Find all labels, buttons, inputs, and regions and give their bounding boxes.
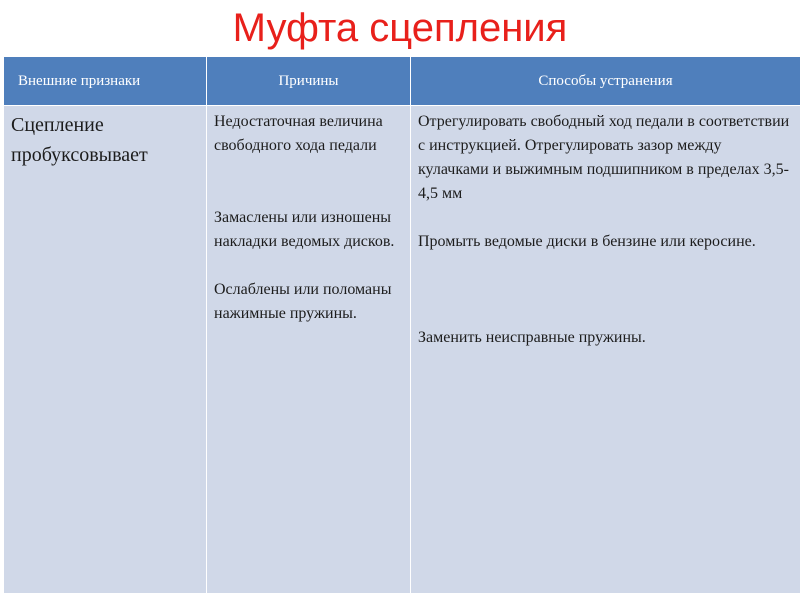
table-row xyxy=(4,106,800,594)
clutch-table xyxy=(3,56,800,594)
cause-1: Недостаточная величина свободного хода педали xyxy=(214,113,383,154)
header-row xyxy=(4,57,800,106)
cause-spacer-2 xyxy=(214,254,404,278)
fix-1: Отрегулировать свободный ход педали в соответствии с инструкцией. Отрегулировать зазор между кулачками и выжимным подшипником в пределах 3,5-4,5 мм xyxy=(418,113,790,202)
cause-3: Ослаблены или поломаны нажимные пружины. xyxy=(214,281,392,322)
cell-causes xyxy=(207,106,411,594)
sign-text: Сцепление пробуксовывает xyxy=(11,114,148,166)
slide-title: Муфта сцепления xyxy=(232,6,568,50)
header-causes: Причины xyxy=(207,57,411,106)
header-signs: Внешние признаки xyxy=(4,57,207,106)
cause-2: Замаслены или изношены накладки ведомых дисков. xyxy=(214,209,395,250)
header-fixes: Способы устранения xyxy=(411,57,800,106)
cell-sign xyxy=(4,106,207,594)
cause-spacer-1 xyxy=(214,158,404,206)
fix-spacer-1 xyxy=(418,206,794,230)
fix-3: Заменить неисправные пружины. xyxy=(418,329,646,346)
fix-spacer-2 xyxy=(418,254,794,326)
cell-fixes xyxy=(411,106,800,594)
fix-2: Промыть ведомые диски в бензине или керосине. xyxy=(418,233,756,250)
